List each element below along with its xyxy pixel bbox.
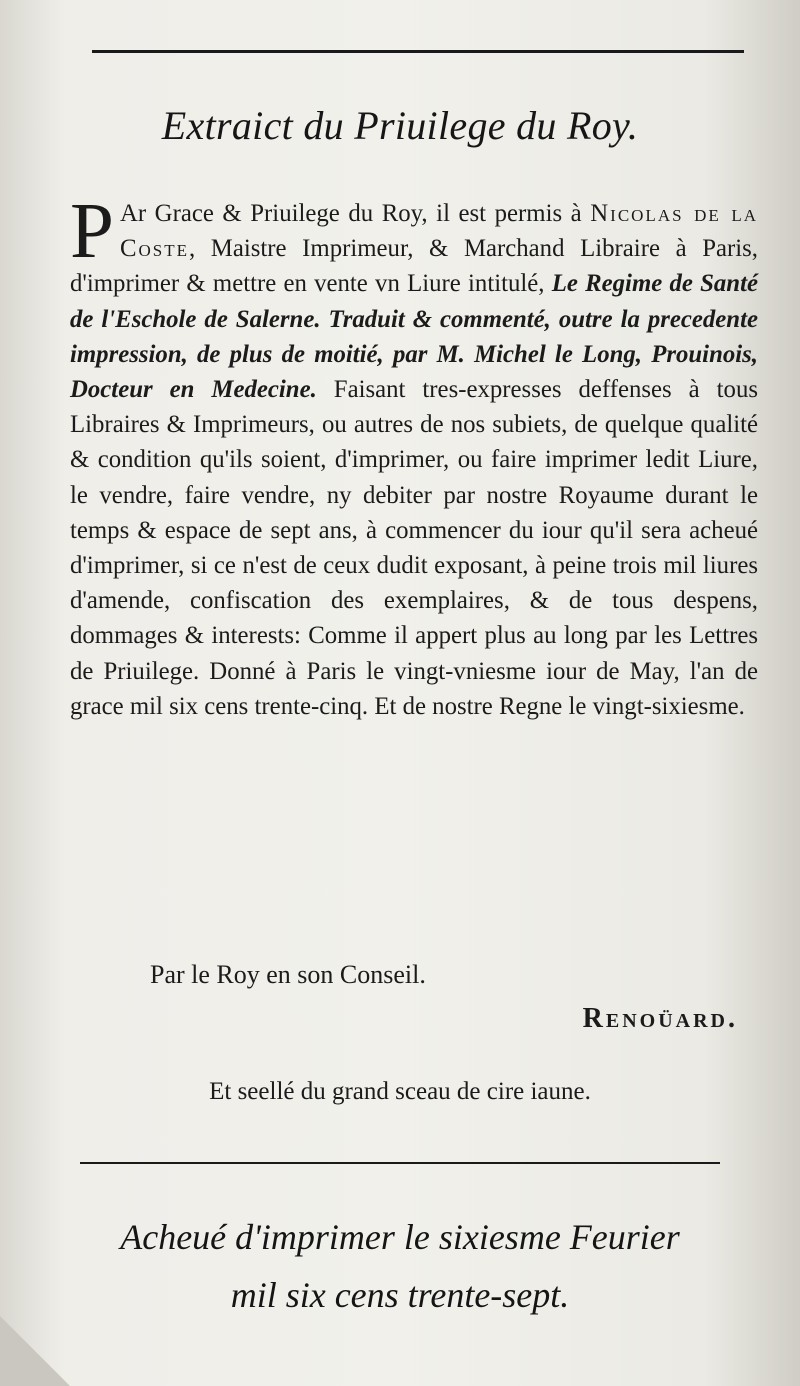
book-title: Le Regime de Santé de l'Eschole de Salerne. Traduit & commenté, outre la precedente impression, de plus de moitié, par M. Michel le Long, Prouinois, Docteur en Medecine. — [70, 270, 758, 404]
privilege-heading: Extraict du Priuilege du Roy. — [161, 103, 639, 148]
privilege-after-name: , Maistre Imprimeur, & Marchand Libraire à Paris, d'imprimer & mettre en vente vn Liure intitulé, — [70, 235, 758, 298]
bottom-rule — [80, 1162, 720, 1164]
page-corner-fold — [0, 1316, 70, 1386]
privilege-paragraph — [70, 188, 759, 724]
privilege-closing: Faisant tres-expresses deffenses à tous Libraires & Imprimeurs, ou autres de nos subiets, de quelque qualité & condition qu'ils soient, d'imprimer, ou faire imprimer ledit Liure, le vendre, faire vendre, ny debiter par nostre Royaume durant le temps & espace de sept ans, à commencer du iour qu'il sera acheué d'imprimer, si ce n'est de ceux dudit exposant, à peine trois mil liures d'amende, confiscation des exemplaires, & de tous despens, dommages & interests: Comme il appert plus au long par les Lettres de Priuilege. Donné à Paris le vingt-vniesme iour de May, l'an de grace mil six cens trente-cinq. Et de nostre Regne le vingt-sixiesme. — [70, 376, 759, 720]
privilege-text — [70, 188, 759, 724]
top-rule — [92, 50, 744, 53]
drop-cap: P — [70, 188, 114, 275]
colophon — [0, 1208, 800, 1324]
printer-name: Nicolas de la Coste — [119, 200, 758, 263]
seal-line: Et seellé du grand sceau de cire iaune. — [209, 1078, 591, 1105]
colophon-line: Acheué d'imprimer le sixiesme Feurier — [120, 1217, 680, 1257]
signature: Renoüard. — [582, 1003, 738, 1034]
by-king-line: Par le Roy en son Conseil. — [150, 960, 426, 989]
privilege-opening: Ar Grace & Priuilege du Roy, il est permis à — [119, 200, 591, 227]
colophon-line: mil six cens trente-sept. — [230, 1275, 570, 1315]
